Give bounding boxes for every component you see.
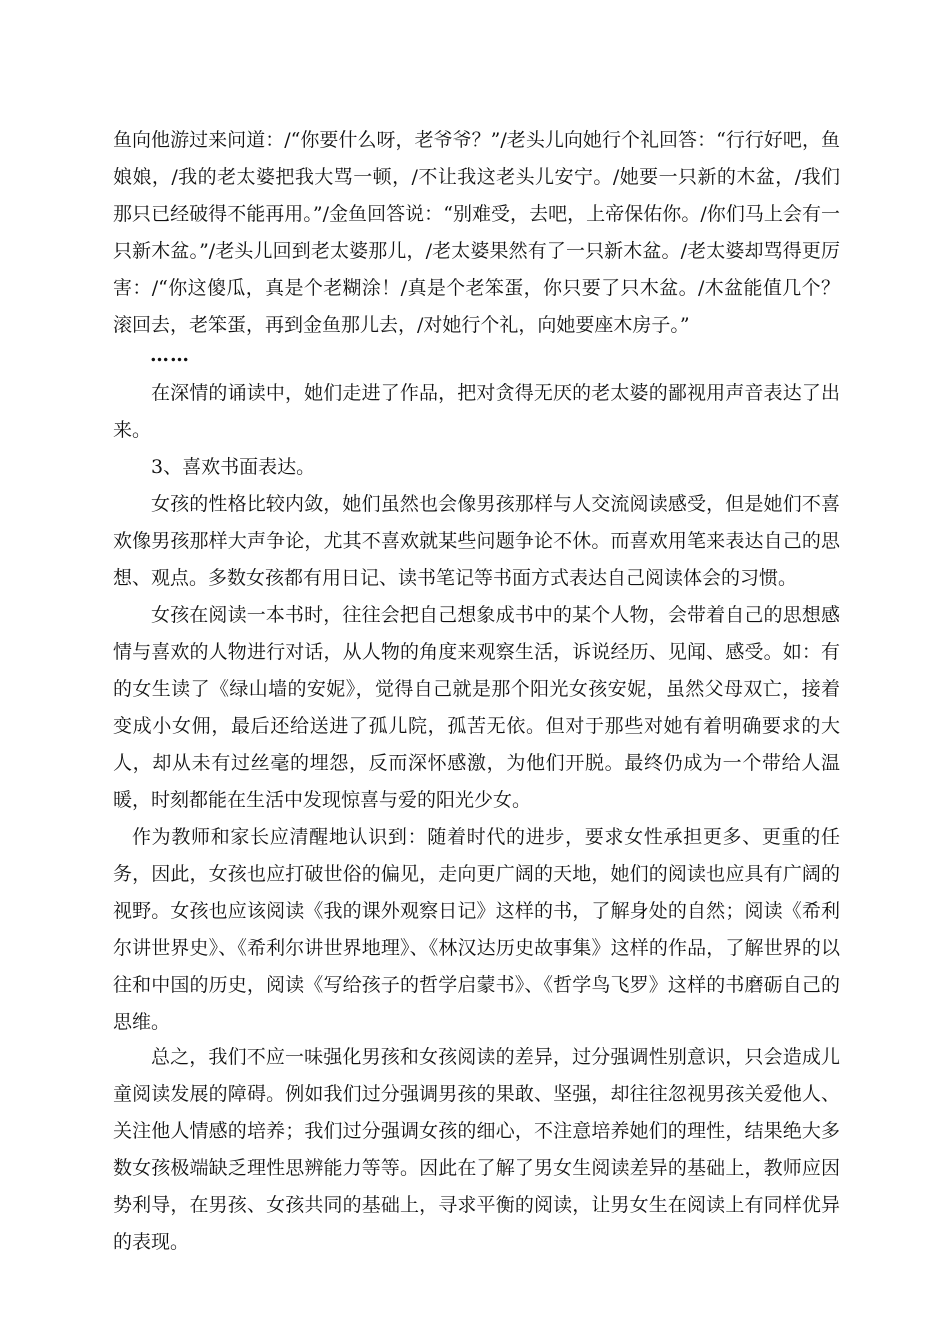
written-expression-paragraph: 女孩的性格比较内敛，她们虽然也会像男孩那样与人交流阅读感受，但是她们不喜欢像男孩那样大声争论，尤其不喜欢就某些问题争论不休。而喜欢用笔来表达自己的思想、观点。多数女孩都有用日记、读书笔记等书面方式表达自己阅读体会的习惯。 (113, 493, 840, 589)
section-heading-3: 3、喜欢书面表达。 (151, 456, 316, 478)
teachers-parents-paragraph: 作为教师和家长应清醒地认识到：随着时代的进步，要求女性承担更多、更重的任务，因此，女孩也应打破世俗的偏见，走向更广阔的天地，她们的阅读也应具有广阔的视野。女孩也应该阅读《我的课外观察日记》这样的书，了解身处的自然；阅读《希利尔讲世界史》、《希利尔讲世界地理》、《林汉达历史故事集》这样的作品，了解世界的以往和中国的历史，阅读《写给孩子的哲学启蒙书》、《哲学鸟飞罗》这样的书磨砺自己的思维。 (113, 826, 840, 1033)
recital-paragraph: 在深情的诵读中，她们走进了作品，把对贪得无厌的老太婆的鄙视用声音表达了出来。 (113, 382, 840, 441)
ellipsis-marker: …… (150, 344, 190, 366)
character-identification-paragraph: 女孩在阅读一本书时，往往会把自己想象成书中的某个人物，会带着自己的思想感情与喜欢的人物进行对话，从人物的角度来观察生活，诉说经历、见闻、感受。如：有的女生读了《绿山墙的安妮》，觉得自己就是那个阳光女孩安妮，虽然父母双亡，接着变成小女佣，最后还给送进了孤儿院，孤苦无依。但对于那些对她有着明确要求的大人，却从未有过丝毫的埋怨，反而深怀感激，为他们开脱。最终仍成为一个带给人温暖，时刻都能在生活中发现惊喜与爱的阳光少女。 (113, 604, 840, 811)
conclusion-paragraph: 总之，我们不应一味强化男孩和女孩阅读的差异，过分强调性别意识，只会造成儿童阅读发展的障碍。例如我们过分强调男孩的果敢、坚强，却往往忽视男孩关爱他人、关注他人情感的培养；我们过分强调女孩的细心，不注意培养她们的理性，结果绝大多数女孩极端缺乏理性思辨能力等等。因此在了解了男女生阅读差异的基础上，教师应因势利导，在男孩、女孩共同的基础上，寻求平衡的阅读，让男女生在阅读上有同样优异的表现。 (113, 1046, 840, 1253)
poem-excerpt-paragraph: 鱼向他游过来问道：/“你要什么呀，老爷爷？”/老头儿向她行个礼回答：“行行好吧，鱼娘娘，/我的老太婆把我大骂一顿，/不让我这老头儿安宁。/她要一只新的木盆，/我们那只已经破得不能再用。”/金鱼回答说：“别难受，去吧，上帝保佑你。/你们马上会有一只新木盆。”/老头儿回到老太婆那儿，/老太婆果然有了一只新木盆。/老太婆却骂得更厉害：/“你这傻瓜，真是个老糊涂！/真是个老笨蛋，你只要了只木盆。/木盆能值几个？滚回去，老笨蛋，再到金鱼那儿去，/对她行个礼，向她要座木房子。” (113, 129, 840, 336)
